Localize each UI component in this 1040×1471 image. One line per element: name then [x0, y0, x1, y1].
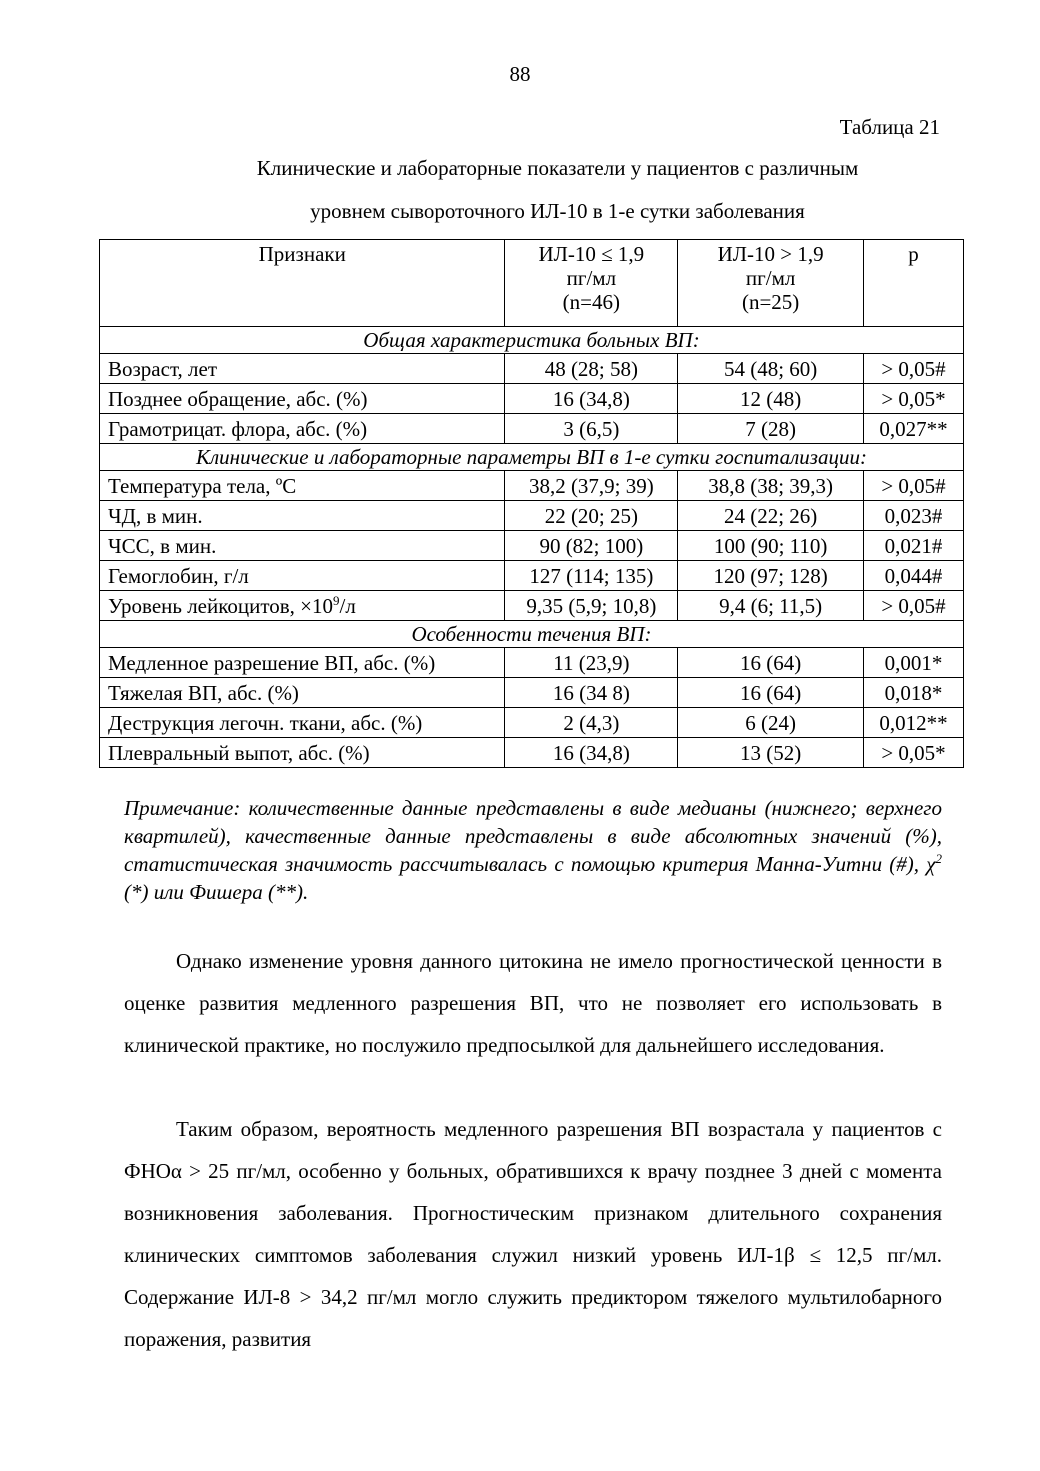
header-p-value: р [864, 240, 964, 327]
table-caption-line-2: уровнем сывороточного ИЛ-10 в 1-е сутки заболевания [310, 199, 805, 223]
table-label: Таблица 21 [839, 115, 940, 139]
section-header-row [100, 621, 964, 648]
header-features: Признаки [100, 240, 505, 327]
table-row: ЧД, в мин. 22 (20; 25) 24 (22; 26) 0,023# [100, 501, 964, 531]
section-title: Клинические и лабораторные параметры ВП в 1-е сутки госпитализации: [100, 444, 964, 471]
table-header-row [100, 240, 964, 327]
body-paragraph-1: Однако изменение уровня данного цитокина не имело прогностической ценности в оценке развития медленного разрешения ВП, что не позволяет его использовать в клинической практике, но послужило предпосылкой для дальнейшего исследования. [124, 949, 942, 1057]
table-row: Деструкция легочн. ткани, абс. (%) 2 (4,3) 6 (24) 0,012** [100, 708, 964, 738]
data-table [99, 239, 964, 768]
table-row: Гемоглобин, г/л 127 (114; 135) 120 (97; 128) 0,044# [100, 561, 964, 591]
table-caption-line-1: Клинические и лабораторные показатели у пациентов с различным [256, 156, 859, 180]
page-number: 88 [509, 62, 531, 86]
table-row: ЧСС, в мин. 90 (82; 100) 100 (90; 110) 0,021# [100, 531, 964, 561]
table-row: Температура тела, ºС 38,2 (37,9; 39) 38,8 (38; 39,3) > 0,05# [100, 471, 964, 501]
section-title: Особенности течения ВП: [100, 621, 964, 648]
table-row: Тяжелая ВП, абс. (%) 16 (34 8) 16 (64) 0,018* [100, 678, 964, 708]
section-header-row [100, 444, 964, 471]
section-header-row [100, 327, 964, 354]
table-note: Примечание: количественные данные представлены в виде медианы (нижнего; верхнего квартилей), качественные данные представлены в виде абсолютных значений (%), статистическая значимость рассчитывалась с помощью критерия Манна-Уитни (#), $\chi^2$ (*) или Фишера (**). [124, 796, 942, 904]
header-group-high: ИЛ-10 > 1,9 пг/мл (n=25) [678, 240, 864, 327]
header-group-low: ИЛ-10 ≤ 1,9 пг/мл (n=46) [505, 240, 678, 327]
table-row: Возраст, лет 48 (28; 58) 54 (48; 60) > 0,05# [100, 354, 964, 384]
table-row: Позднее обращение, абс. (%) 16 (34,8) 12 (48) > 0,05* [100, 384, 964, 414]
table-row: Грамотрицат. флора, абс. (%) 3 (6,5) 7 (28) 0,027** [100, 414, 964, 444]
table-row: Медленное разрешение ВП, абс. (%) 11 (23,9) 16 (64) 0,001* [100, 648, 964, 678]
table-row: Уровень лейкоцитов, $\times 10^9/л$ 9,35 (5,9; 10,8) 9,4 (6; 11,5) > 0,05# [100, 591, 964, 621]
table-row: Плевральный выпот, абс. (%) 16 (34,8) 13 (52) > 0,05* [100, 738, 964, 768]
leukocytes-label: Уровень лейкоцитов, $\times 10^9/л$ [100, 591, 505, 621]
body-paragraph-2: Таким образом, вероятность медленного разрешения ВП возрастала у пациентов с ФНОα > 25 пг/мл, особенно у больных, обратившихся к врачу позднее 3 дней с момента возникновения заболевания. Прогностическим признаком длительного сохранения клинических симптомов заболевания служил низкий уровень ИЛ-1β ≤ 12,5 пг/мл. Содержание ИЛ-8 > 34,2 пг/мл могло служить предиктором тяжелого мультилобарного поражения, развития [124, 1117, 942, 1351]
section-title: Общая характеристика больных ВП: [100, 327, 964, 354]
